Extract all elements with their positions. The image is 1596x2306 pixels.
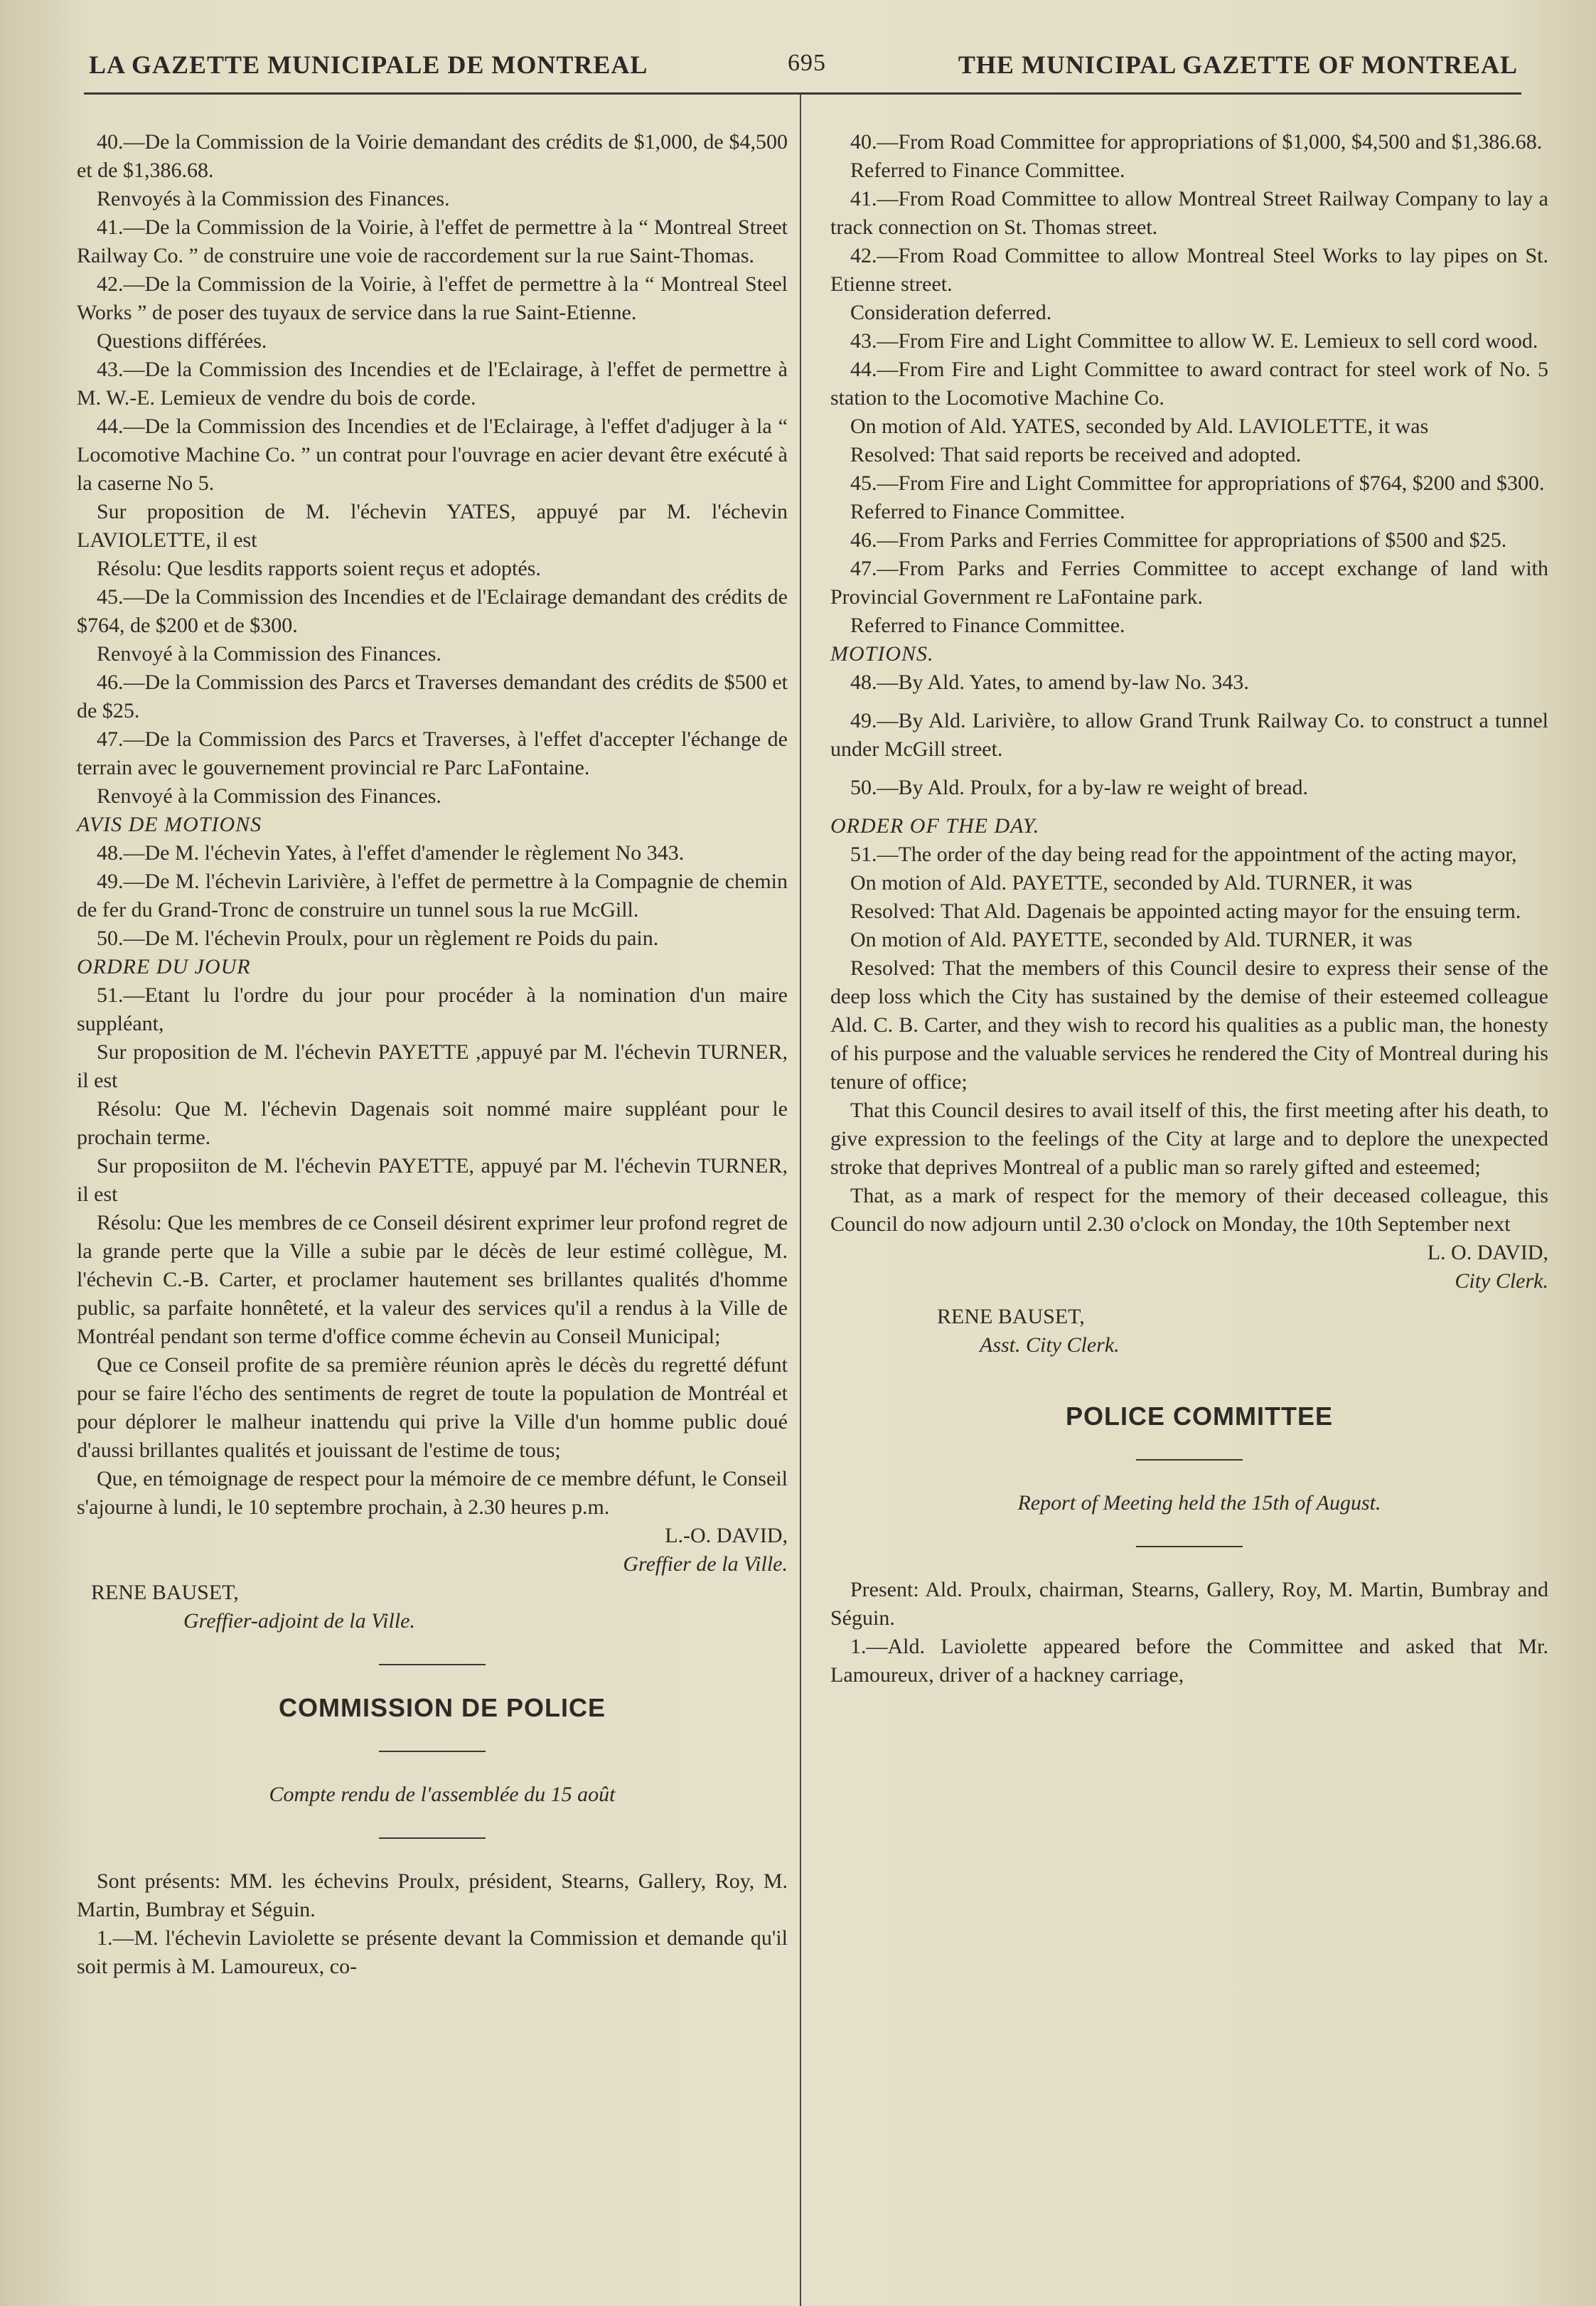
paragraph: 40.—From Road Committee for appropriations of $1,000, $4,500 and $1,386.68. bbox=[850, 130, 1543, 154]
header-french-title: LA GAZETTE MUNICIPALE DE MONTREAL bbox=[89, 50, 648, 79]
paragraph: Renvoyés à la Commission des Finances. bbox=[97, 187, 450, 210]
paragraph: On motion of Ald. YATES, seconded by Ald. LAVIOLETTE, it was bbox=[850, 415, 1429, 438]
paragraph: 41.—From Road Committee to allow Montreal Street Railway Company to lay a track connection on St. Thomas street. bbox=[830, 187, 1548, 239]
paragraph: 46.—From Parks and Ferries Committee for appropriations of $500 and $25. bbox=[850, 528, 1507, 552]
police-section-title: COMMISSION DE POLICE bbox=[278, 1693, 606, 1722]
clerk-signature-name: L. O. DAVID, bbox=[1427, 1241, 1548, 1264]
paragraph: 42.—From Road Committee to allow Montreal Steel Works to lay pipes on St. Etienne street. bbox=[830, 244, 1548, 296]
clerk-signature-title: Greffier de la Ville. bbox=[623, 1552, 788, 1576]
clerk-signature-name: L.-O. DAVID, bbox=[665, 1524, 788, 1547]
paragraph: Sur proposition de M. l'échevin PAYETTE ,appuyé par M. l'échevin TURNER, il est bbox=[77, 1040, 788, 1092]
assistant-clerk-name: RENE BAUSET, bbox=[937, 1305, 1085, 1328]
french-column bbox=[77, 128, 788, 1981]
paragraph: Que, en témoignage de respect pour la mémoire de ce membre défunt, le Conseil s'ajourne à lundi, le 10 septembre prochain, à 2.30 heures p.m. bbox=[77, 1467, 788, 1519]
paragraph: 40.—De la Commission de la Voirie demandant des crédits de $1,000, de $4,500 et de $1,386.68. bbox=[77, 130, 788, 182]
paragraph: Résolu: Que M. l'échevin Dagenais soit nommé maire suppléant pour le prochain terme. bbox=[77, 1097, 788, 1149]
paragraph: On motion of Ald. PAYETTE, seconded by Ald. TURNER, it was bbox=[850, 928, 1413, 951]
paragraph: 45.—From Fire and Light Committee for appropriations of $764, $200 and $300. bbox=[850, 471, 1545, 495]
paragraph: 43.—From Fire and Light Committee to allow W. E. Lemieux to sell cord wood. bbox=[850, 329, 1538, 353]
section-divider bbox=[379, 1837, 486, 1839]
paragraph: 50.—By Ald. Proulx, for a by-law re weight of bread. bbox=[850, 776, 1309, 799]
paragraph: 49.—De M. l'échevin Larivière, à l'effet de permettre à la Compagnie de chemin de fer du Grand-Tronc de construire un tunnel sous la rue McGill. bbox=[77, 870, 788, 922]
paragraph: 42.—De la Commission de la Voirie, à l'effet de permettre à la “ Montreal Steel Works ” de poser des tuyaux de service dans la rue Saint-Etienne. bbox=[77, 272, 788, 324]
paragraph: Sur proposiiton de M. l'échevin PAYETTE, appuyé par M. l'échevin TURNER, il est bbox=[77, 1154, 788, 1206]
paragraph: 1.—Ald. Laviolette appeared before the Committee and asked that Mr. Lamoureux, driver of a hackney carriage, bbox=[830, 1635, 1548, 1687]
spacer bbox=[830, 1360, 1548, 1402]
section-divider bbox=[1136, 1546, 1243, 1547]
assistant-clerk-name: RENE BAUSET, bbox=[91, 1581, 239, 1604]
spacer bbox=[830, 697, 1548, 707]
section-divider bbox=[379, 1664, 486, 1665]
paragraph: Sur proposition de M. l'échevin YATES, appuyé par M. l'échevin LAVIOLETTE, il est bbox=[77, 500, 788, 552]
paragraph: 47.—De la Commission des Parcs et Traverses, à l'effet d'accepter l'échange de terrain avec le gouvernement provincial re Parc LaFontaine. bbox=[77, 727, 788, 779]
paragraph: Questions différées. bbox=[97, 329, 267, 353]
paragraph: That, as a mark of respect for the memory of their deceased colleague, this Council do now adjourn until 2.30 o'clock on Monday, the 10th September next bbox=[830, 1184, 1548, 1236]
paragraph: Present: Ald. Proulx, chairman, Stearns, Gallery, Roy, M. Martin, Bumbray and Séguin. bbox=[830, 1578, 1548, 1630]
paragraph: 43.—De la Commission des Incendies et de l'Eclairage, à l'effet de permettre à M. W.-E. Lemieux de vendre du bois de corde. bbox=[77, 358, 788, 410]
assistant-clerk-title: Asst. City Clerk. bbox=[980, 1333, 1120, 1357]
spacer bbox=[830, 764, 1548, 774]
paragraph: Consideration deferred. bbox=[850, 301, 1052, 324]
paragraph: 45.—De la Commission des Incendies et de l'Eclairage demandant des crédits de $764, de $200 et de $300. bbox=[77, 585, 788, 637]
paragraph: Referred to Finance Committee. bbox=[850, 614, 1125, 637]
police-section-title: POLICE COMMITTEE bbox=[1066, 1402, 1333, 1431]
paragraph: Renvoyé à la Commission des Finances. bbox=[97, 784, 441, 808]
paragraph: Que ce Conseil profite de sa première réunion après le décès du regretté défunt pour se faire l'écho des sentiments de regret de toute la population de Montréal et pour déplorer le malheur inattendu qui prive la Ville d'un homme public doué d'aussi brillantes qualités et jouissant de l'estime de tous; bbox=[77, 1353, 788, 1462]
section-heading-order: ORDRE DU JOUR bbox=[77, 955, 251, 978]
paragraph: Résolu: Que lesdits rapports soient reçus et adoptés. bbox=[97, 557, 541, 580]
paragraph: Sont présents: MM. les échevins Proulx, président, Stearns, Gallery, Roy, M. Martin, Bumbray et Séguin. bbox=[77, 1869, 788, 1921]
spacer bbox=[830, 802, 1548, 812]
clerk-signature-title: City Clerk. bbox=[1455, 1269, 1548, 1293]
paragraph: Referred to Finance Committee. bbox=[850, 159, 1125, 182]
paragraph: 47.—From Parks and Ferries Committee to accept exchange of land with Provincial Government re LaFontaine park. bbox=[830, 557, 1548, 609]
section-heading-order: ORDER OF THE DAY. bbox=[830, 814, 1040, 838]
paragraph: 46.—De la Commission des Parcs et Traverses demandant des crédits de $500 et de $25. bbox=[77, 671, 788, 722]
paragraph: 41.—De la Commission de la Voirie, à l'effet de permettre à la “ Montreal Street Railway Co. ” de construire une voie de raccordement sur la rue Saint-Thomas. bbox=[77, 215, 788, 267]
paragraph: Renvoyé à la Commission des Finances. bbox=[97, 642, 441, 666]
paragraph: Resolved: That Ald. Dagenais be appointed acting mayor for the ensuing term. bbox=[850, 900, 1521, 923]
section-heading-motions: AVIS DE MOTIONS bbox=[77, 813, 262, 836]
paragraph: 1.—M. l'échevin Laviolette se présente devant la Commission et demande qu'il soit permis à M. Lamoureux, co- bbox=[77, 1926, 788, 1978]
paragraph: Resolved: That said reports be received and adopted. bbox=[850, 443, 1302, 466]
paragraph: 51.—Etant lu l'ordre du jour pour procéder à la nomination d'un maire suppléant, bbox=[77, 983, 788, 1035]
english-column bbox=[830, 128, 1548, 1690]
section-heading-motions: MOTIONS. bbox=[830, 642, 934, 666]
police-section-subtitle: Report of Meeting held the 15th of August. bbox=[1017, 1491, 1381, 1515]
page-number: 695 bbox=[788, 50, 826, 76]
paragraph: That this Council desires to avail itself of this, the first meeting after his death, to give expression to the feelings of the City at large and to deplore the unexpected stroke that deprives Montreal of a public man so rarely gifted and esteemed; bbox=[830, 1099, 1548, 1179]
header-english-title: THE MUNICIPAL GAZETTE OF MONTREAL bbox=[958, 50, 1518, 79]
header-rule bbox=[84, 92, 1521, 95]
paragraph: On motion of Ald. PAYETTE, seconded by Ald. TURNER, it was bbox=[850, 871, 1413, 895]
column-divider bbox=[800, 94, 801, 2306]
paragraph: 44.—De la Commission des Incendies et de l'Eclairage, à l'effet d'adjuger à la “ Locomotive Machine Co. ” un contrat pour l'ouvrage en acier devant être exécuté à la caserne No 5. bbox=[77, 415, 788, 495]
paragraph: Referred to Finance Committee. bbox=[850, 500, 1125, 523]
section-divider bbox=[1136, 1459, 1243, 1461]
paragraph: 50.—De M. l'échevin Proulx, pour un règlement re Poids du pain. bbox=[97, 927, 659, 950]
paragraph: 49.—By Ald. Larivière, to allow Grand Trunk Railway Co. to construct a tunnel under McGill street. bbox=[830, 709, 1548, 761]
paragraph: Résolu: Que les membres de ce Conseil désirent exprimer leur profond regret de la grande perte que la Ville a subie par le décès de leur estimé collègue, M. l'échevin C.-B. Carter, et proclamer hautement ses brillantes qualités d'homme public, sa parfaite honnêteté, et la valeur des services qu'il a rendus à la Ville de Montréal pendant son terme d'office comme échevin au Conseil Municipal; bbox=[77, 1211, 788, 1348]
paragraph: 48.—By Ald. Yates, to amend by-law No. 343. bbox=[850, 671, 1249, 694]
paragraph: Resolved: That the members of this Council desire to express their sense of the deep loss which the City has sustained by the demise of their esteemed colleague Ald. C. B. Carter, and they wish to record his qualities as a public man, the honesty of his purpose and the valuable services he rendered the City of Montreal during his tenure of office; bbox=[830, 956, 1548, 1094]
paragraph: 44.—From Fire and Light Committee to award contract for steel work of No. 5 station to the Locomotive Machine Co. bbox=[830, 358, 1548, 410]
paragraph: 51.—The order of the day being read for the appointment of the acting mayor, bbox=[850, 843, 1517, 866]
police-section-subtitle: Compte rendu de l'assemblée du 15 août bbox=[269, 1783, 616, 1806]
paragraph: 48.—De M. l'échevin Yates, à l'effet d'amender le règlement No 343. bbox=[97, 841, 685, 865]
section-divider bbox=[379, 1751, 486, 1752]
assistant-clerk-title: Greffier-adjoint de la Ville. bbox=[183, 1609, 416, 1633]
